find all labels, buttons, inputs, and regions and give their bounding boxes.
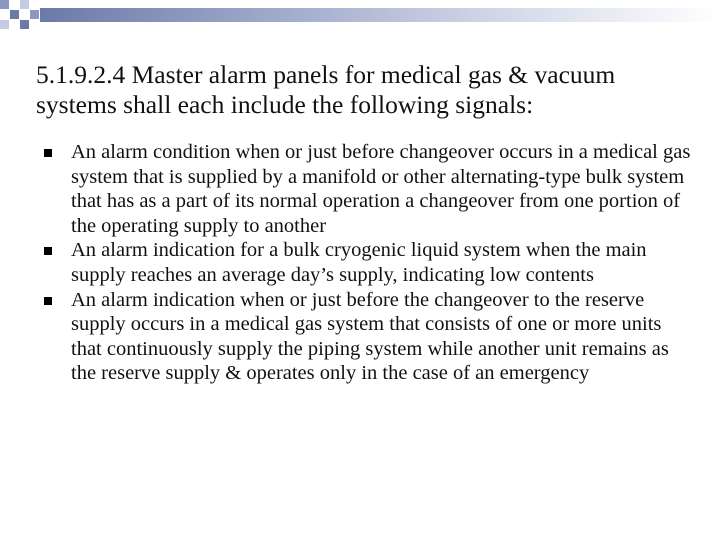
- square-bullet-icon: [44, 297, 52, 305]
- decor-square: [20, 20, 29, 29]
- decor-square: [0, 0, 9, 9]
- list-item-text: An alarm indication for a bulk cryogenic liquid system when the main supply reaches an average day’s supply, indicating low contents: [71, 239, 647, 286]
- decor-square: [0, 20, 9, 29]
- list-item: [44, 140, 694, 238]
- decor-square: [30, 10, 39, 19]
- list-item-text: An alarm condition when or just before changeover occurs in a medical gas system that is supplied by a manifold or other alternating-type bulk system that has as a part of its normal operation a changeover from one portion of the operating supply to another: [71, 141, 691, 237]
- list-item: [44, 288, 694, 386]
- square-bullet-icon: [44, 149, 52, 157]
- square-bullet-icon: [44, 247, 52, 255]
- header-decoration: [0, 0, 720, 40]
- header-gradient-bar: [40, 8, 720, 22]
- decor-square: [10, 10, 19, 19]
- list-item-text: An alarm indication when or just before the changeover to the reserve supply occurs in a medical gas system that consists of one or more units that continuously supply the piping system while another unit remains as the reserve supply & operates only in the case of an emergency: [71, 288, 669, 385]
- list-item: [44, 238, 694, 287]
- slide-title: 5.1.9.2.4 Master alarm panels for medical gas & vacuum systems shall each include the following signals:: [36, 60, 616, 119]
- bullet-list: [44, 140, 694, 386]
- decor-square: [20, 0, 29, 9]
